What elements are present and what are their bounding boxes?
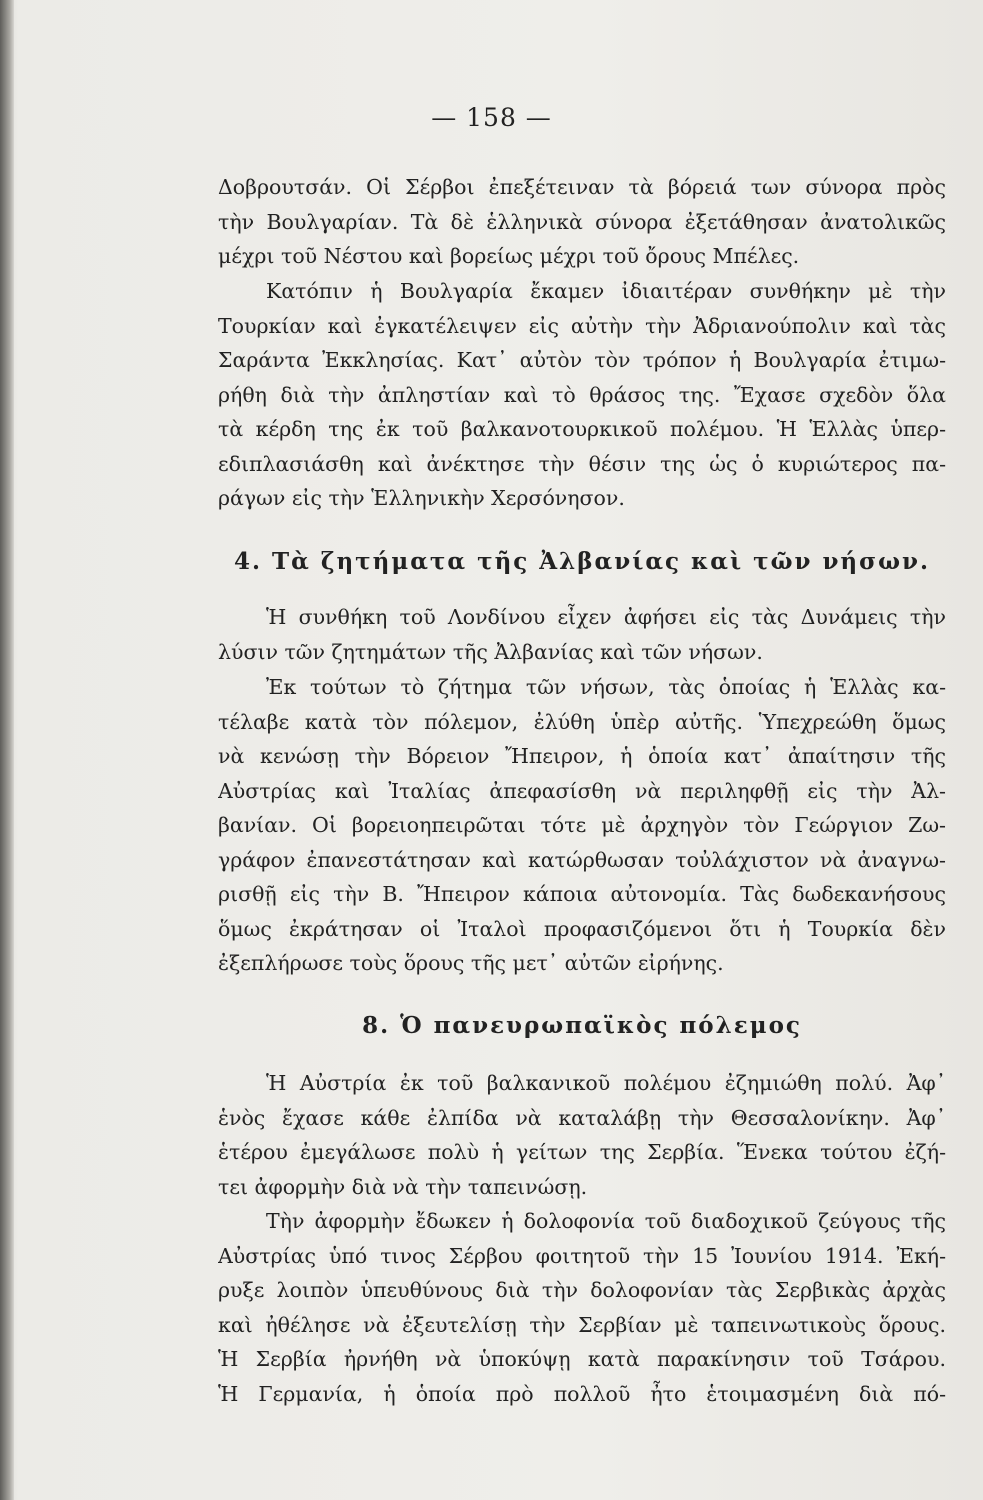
text-line: Αὐστρίας καὶ Ἰταλίας ἀπεφασίσθη νὰ περιληφθῇ εἰς τὴν Ἀλ- bbox=[218, 778, 946, 803]
text-line: τει ἀφορμὴν διὰ νὰ τὴν ταπεινώσῃ. bbox=[218, 1174, 588, 1199]
text-line: Αὐστρίας ὑπό τινος Σέρβου φοιτητοῦ τὴν 15 Ἰουνίου 1914. Ἐκή- bbox=[218, 1243, 946, 1268]
section-heading-european-war: 8. Ὁ πανευρωπαϊκὸς πόλεμος bbox=[362, 1012, 802, 1039]
text-line: Ἡ Σερβία ἠρνήθη νὰ ὑποκύψῃ κατὰ παρακίνησιν τοῦ Τσάρου. bbox=[218, 1347, 946, 1371]
text-line: ἑνὸς ἔχασε κάθε ἐλπίδα νὰ καταλάβῃ τὴν Θεσσαλονίκην. Ἀφ᾽ bbox=[218, 1105, 946, 1130]
text-line: λύσιν τῶν ζητημάτων τῆς Ἀλβανίας καὶ τῶν νήσων. bbox=[218, 639, 763, 664]
section-heading-albania: 4. Τὰ ζητήματα τῆς Ἀλβανίας καὶ τῶν νήσων. bbox=[234, 548, 930, 575]
paragraph-5 bbox=[218, 1066, 946, 1204]
text-line: Τουρκίαν καὶ ἐγκατέλειψεν εἰς αὐτὴν τὴν Ἀδριανούπολιν καὶ τὰς bbox=[218, 313, 946, 338]
text-line: ράγων εἰς τὴν Ἑλληνικὴν Χερσόνησον. bbox=[218, 486, 625, 510]
page-number: — 158 — bbox=[431, 103, 552, 132]
text-line: τὰ κέρδη της ἐκ τοῦ βαλκανοτουρκικοῦ πολέμου. Ἡ Ἑλλὰς ὑπερ- bbox=[218, 417, 946, 441]
text-line: Δοβρουτσάν. Οἱ Σέρβοι ἐπεξέτειναν τὰ βόρειά των σύνορα πρὸς bbox=[218, 175, 946, 199]
text-line: βανίαν. Οἱ βορειοηπειρῶται τότε μὲ ἀρχηγὸν τὸν Γεώργιον Ζω- bbox=[218, 813, 946, 837]
text-line: ρυξε λοιπὸν ὑπευθύνους διὰ τὴν δολοφονίαν τὰς Σερβικὰς ἀρχὰς bbox=[218, 1278, 946, 1302]
paragraph-2 bbox=[218, 274, 946, 516]
text-line: Ἡ Γερμανία, ἡ ὁποία πρὸ πολλοῦ ἦτο ἑτοιμασμένη διὰ πό- bbox=[218, 1381, 946, 1406]
text-line: ρισθῇ εἰς τὴν Β. Ἤπειρον κάποια αὐτονομία. Τὰς δωδεκανήσους bbox=[218, 882, 946, 906]
text-line: νὰ κενώσῃ τὴν Βόρειον Ἤπειρον, ἡ ὁποία κατ᾽ ἀπαίτησιν τῆς bbox=[218, 744, 946, 768]
text-line: ἑτέρου ἐμεγάλωσε πολὺ ἡ γείτων της Σερβία. Ἕνεκα τούτου ἐζή- bbox=[218, 1140, 946, 1164]
text-line: ἐξεπλήρωσε τοὺς ὅρους τῆς μετ᾽ αὐτῶν εἰρήνης. bbox=[218, 951, 724, 975]
paragraph-3 bbox=[218, 600, 946, 669]
paragraph-1 bbox=[218, 170, 946, 274]
text-line: τέλαβε κατὰ τὸν πόλεμον, ἐλύθη ὑπὲρ αὐτῆς. Ὑπεχρεώθη ὅμως bbox=[218, 709, 946, 734]
text-line: Ἐκ τούτων τὸ ζήτημα τῶν νήσων, τὰς ὁποίας ἡ Ἑλλὰς κα- bbox=[266, 675, 946, 699]
text-line: καὶ ἠθέλησε νὰ ἐξευτελίσῃ τὴν Σερβίαν μὲ ταπεινωτικοὺς ὅρους. bbox=[218, 1312, 946, 1337]
text-line: Ἡ Αὐστρία ἐκ τοῦ βαλκανικοῦ πολέμου ἐζημιώθη πολύ. Ἀφ᾽ bbox=[266, 1071, 946, 1095]
text-line: εδιπλασιάσθη καὶ ἀνέκτησε τὴν θέσιν της ὡς ὁ κυριώτερος πα- bbox=[218, 451, 946, 476]
text-line: Ἡ συνθήκη τοῦ Λονδίνου εἶχεν ἀφήσει εἰς τὰς Δυνάμεις τὴν bbox=[266, 605, 946, 629]
text-line: ρήθη διὰ τὴν ἀπληστίαν καὶ τὸ θράσος της. Ἔχασε σχεδὸν ὅλα bbox=[218, 382, 946, 407]
text-line: Σαράντα Ἐκκλησίας. Κατ᾽ αὐτὸν τὸν τρόπον ἡ Βουλγαρία ἐτιμω- bbox=[218, 348, 946, 372]
book-binding-shadow bbox=[0, 0, 14, 1500]
text-line: τὴν Βουλγαρίαν. Τὰ δὲ ἑλληνικὰ σύνορα ἐξετάθησαν ἀνατολικῶς bbox=[218, 209, 946, 234]
text-line: γράφον ἐπανεστάτησαν καὶ κατώρθωσαν τοὐλάχιστον νὰ ἀναγνω- bbox=[218, 847, 946, 872]
text-line: Κατόπιν ἡ Βουλγαρία ἔκαμεν ἰδιαιτέραν συνθήκην μὲ τὴν bbox=[266, 279, 946, 303]
text-line: Τὴν ἀφορμὴν ἔδωκεν ἡ δολοφονία τοῦ διαδοχικοῦ ζεύγους τῆς bbox=[266, 1209, 946, 1233]
paragraph-6 bbox=[218, 1204, 946, 1411]
paragraph-4 bbox=[218, 670, 946, 981]
text-line: μέχρι τοῦ Νέστου καὶ βορείως μέχρι τοῦ ὄρους Μπέλες. bbox=[218, 244, 800, 268]
text-line: ὅμως ἐκράτησαν οἱ Ἰταλοὶ προφασιζόμενοι ὅτι ἡ Τουρκία δὲν bbox=[218, 916, 946, 941]
